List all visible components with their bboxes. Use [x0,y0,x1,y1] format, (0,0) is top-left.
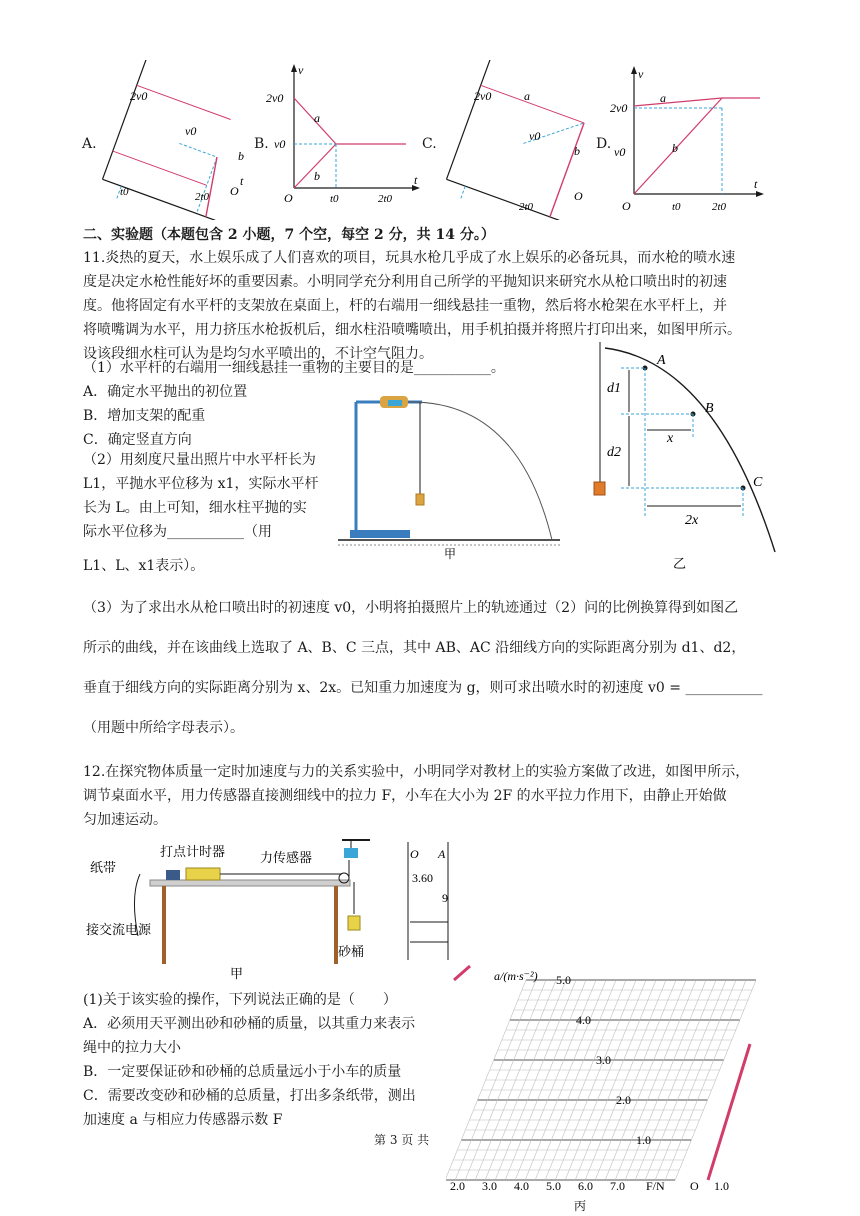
svg-text:B: B [705,401,714,416]
svg-text:v: v [638,67,644,81]
svg-text:b: b [672,141,678,155]
option-label-a: A. [82,136,97,152]
x-tick-label: 2.0 [450,1179,465,1193]
q12-options: A．必须用天平测出砂和砂桶的质量，以其重力来表示 绳中的拉力大小 B．一定要保证砂和砂桶的总质量远小于小车的质量 C．需要改变砂和砂桶的总质量，打出多条纸带，测出 加速度 a 与相应力传感器示数 F [83,1016,416,1128]
svg-text:b: b [574,144,580,158]
figure-yi-trajectory [585,342,785,572]
q11-part1: （1）水平杆的右端用一细线悬挂一重物的主要目的是___________。 [83,360,505,376]
svg-text:O: O [622,199,631,213]
y-tick-label: 4.0 [576,1013,591,1027]
y-tick-label: 5.0 [556,973,571,987]
partial-tick: 1.0 [714,1179,729,1193]
y-tick-label: 2.0 [616,1093,631,1107]
origin-label: O [690,1179,699,1193]
option-label-c: C. [422,136,437,152]
svg-text:d2: d2 [607,445,621,460]
svg-text:2v0: 2v0 [266,91,284,105]
q11-intro-line: 设该段细水柱可认为是均匀水平喷出的，不计空气阻力。 [83,346,433,362]
q11-options [83,380,247,452]
svg-text:接交流电源: 接交流电源 [86,922,152,937]
svg-text:2t0: 2t0 [378,193,393,205]
svg-text:t0: t0 [672,201,681,213]
svg-text:9: 9 [442,891,448,905]
svg-text:2x: 2x [685,513,699,528]
svg-text:O: O [574,189,583,203]
x-tick-label: 6.0 [578,1179,593,1193]
q12-intro: 12.在探究物体质量一定时加速度与力的关系实验中，小明同学对教材上的实验方案做了改进，如图甲所示， 调节桌面水平，用力传感器直接测细线中的拉力 F，小车在大小为 2F 的水平拉力作用下，由静止开始做 匀加速运动。 [83,764,750,828]
fig-bing-label: 丙 [574,1199,587,1213]
graph-option-c [420,60,595,220]
svg-text:O: O [284,191,293,205]
svg-text:2v0: 2v0 [610,101,628,115]
svg-text:t0: t0 [120,186,129,198]
vt-graph-a [90,60,250,220]
x-tick-label: 4.0 [514,1179,529,1193]
vt-graph-c [434,60,594,220]
svg-text:t: t [754,177,758,191]
svg-text:v: v [298,63,304,77]
q11-intro-line: 度。他将固定有水平杆的支架放在桌面上，杆的右端用一细线悬挂一重物，然后将水枪架在水平杆上，并 [83,298,727,314]
svg-text:2t0: 2t0 [712,201,727,213]
svg-text:b: b [238,149,244,163]
x-tick-label: 3.0 [482,1179,497,1193]
svg-text:砂桶: 砂桶 [338,944,365,959]
svg-text:A: A [438,847,446,861]
graph-option-b [252,60,422,220]
figure-jia-apparatus [80,836,390,986]
q11-part2: （2）用刻度尺量出照片中水平杆长为 L1，平抛水平位移为 x1，实际水平杆 长为 L。由上可知，细水柱平抛的实 际水平位移为___________（用 L1、L、x1表示）。 [83,452,319,574]
svg-text:x: x [667,431,674,446]
y-tick-label: 1.0 [636,1133,651,1147]
q11-option-c: C．确定竖直方向 [83,432,192,448]
fig-yi-label: 乙 [673,556,687,571]
graph-option-d [594,60,769,220]
svg-text:v0: v0 [529,129,541,143]
option-label-b: B. [254,136,269,152]
option-label-d: D. [596,136,612,152]
svg-text:O: O [230,184,239,198]
svg-text:O: O [410,847,419,861]
svg-text:C: C [753,475,763,490]
svg-text:t: t [414,173,418,187]
q11-intro-line: 11.炎热的夏天，水上娱乐成了人们喜欢的项目，玩具水枪几乎成了水上娱乐的必备玩具，而水枪的喷水速 [83,250,736,266]
svg-text:a: a [314,111,320,125]
x-tick-label: 5.0 [546,1179,561,1193]
svg-text:力传感器: 力传感器 [260,850,313,865]
q11-option-a: A．确定水平抛出的初位置 [83,384,248,400]
svg-text:2t0: 2t0 [519,201,534,213]
svg-text:3.60: 3.60 [412,871,433,885]
fit-line [708,1044,750,1180]
svg-text:t0: t0 [330,193,339,205]
svg-text:A: A [657,353,666,368]
fig-jia-label: 甲 [444,547,457,560]
svg-text:纸带: 纸带 [90,860,117,875]
graph-option-a [80,60,250,220]
y-axis-label: a/(m·s⁻²) [494,969,538,983]
page-footer: 第 3 页 共 [374,1133,430,1147]
svg-text:a: a [660,91,666,105]
svg-text:v0: v0 [274,137,286,151]
chart-a-f [446,960,756,1216]
svg-text:v0: v0 [185,124,197,138]
vt-graph-d [610,60,770,220]
q11-intro-line: 度是决定水枪性能好坏的重要因素。小明同学充分利用自己所学的平抛知识来研究水从枪口喷出时的初速 [83,274,727,290]
svg-text:2t0: 2t0 [195,191,210,203]
svg-text:2v0: 2v0 [474,89,492,103]
vt-graph-b [266,60,426,220]
tick-2v0: 2v0 [130,89,148,103]
svg-text:v0: v0 [614,145,626,159]
svg-text:a: a [524,89,530,103]
x-tick-label: 7.0 [610,1179,625,1193]
svg-text:打点计时器: 打点计时器 [160,844,226,859]
y-tick-label: 3.0 [596,1053,611,1067]
q11-intro-line: 将喷嘴调为水平，用力挤压水枪扳机后，细水柱沿喷嘴喷出，用手机拍摄并将照片打印出来，如图甲所示。 [83,322,741,338]
svg-text:t: t [240,174,244,188]
svg-text:b: b [314,169,320,183]
figure-jia-stand [338,390,560,560]
svg-text:甲: 甲 [230,966,244,981]
q11-option-b: B．增加支架的配重 [83,408,206,424]
q12-part1: (1)关于该实验的操作，下列说法正确的是（ ） [83,992,397,1008]
x-axis-label: F/N [646,1179,665,1193]
svg-text:d1: d1 [607,381,621,396]
figure-tape [398,842,458,962]
q11-part3: （3）为了求出水从枪口喷出时的初速度 v0，小明将拍摄照片上的轨迹通过（2）问的比例换算得到如图乙 所示的曲线，并在该曲线上选取了 A、B、C 三点，其中 AB、AC 沿细线方向的实际距离分别为 d1、d2， 垂直于细线方向的实际距离分别为 x、2x。已知重力加速度为 g，则可求出喷水时的初速度 v0 = ___________ （用题中所给字母表示）。 [83,600,763,736]
section-heading: 二、实验题（本题包含 2 小题，7 个空，每空 2 分，共 14 分。） [83,227,495,243]
